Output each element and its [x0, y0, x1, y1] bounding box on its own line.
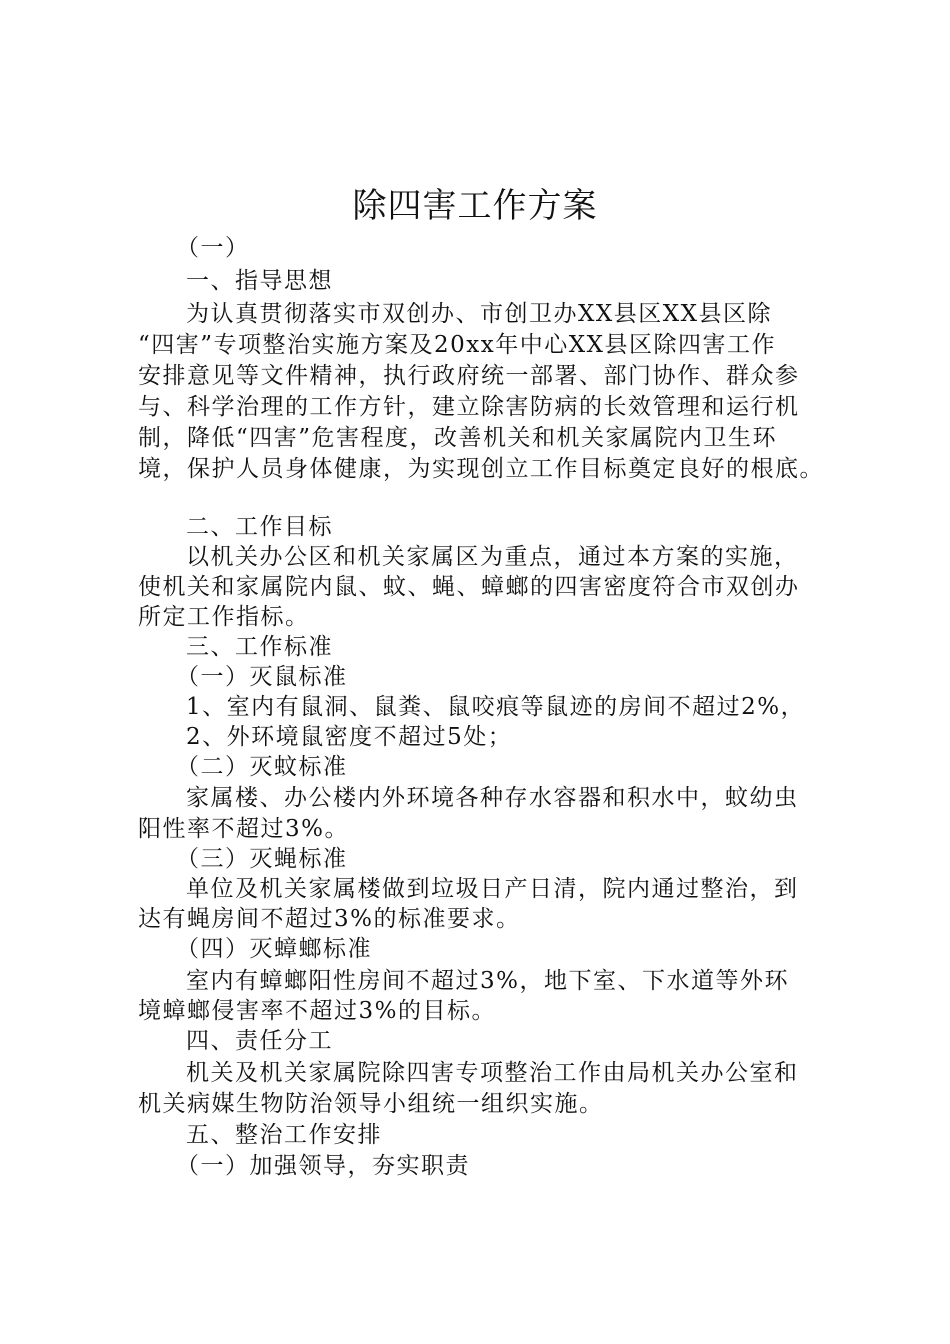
paragraph-line: “四害”专项整治实施方案及20xx年中心XX县区除四害工作 [138, 332, 776, 358]
paragraph-line: 与、科学治理的工作方针，建立除害防病的长效管理和运行机 [138, 394, 800, 420]
document-title: 除四害工作方案 [352, 186, 598, 226]
paragraph-line: 单位及机关家属楼做到垃圾日产日清，院内通过整治，到 [186, 876, 799, 902]
subheading-leadership: （一）加强领导，夯实职责 [176, 1153, 470, 1179]
heading-responsibility: 四、责任分工 [186, 1028, 333, 1054]
heading-work-standard: 三、工作标准 [186, 634, 333, 660]
paragraph-line: 达有蝇房间不超过3%的标准要求。 [138, 906, 521, 932]
paragraph-line: 室内有蟑螂阳性房间不超过3%，地下室、下水道等外环 [186, 968, 789, 994]
paragraph-line: 制，降低“四害”危害程度，改善机关和机关家属院内卫生环 [138, 425, 778, 451]
paragraph-line: 机关病媒生物防治领导小组统一组织实施。 [138, 1091, 604, 1117]
paragraph-line: 阳性率不超过3%。 [138, 816, 349, 842]
subheading-cockroach-standard: （四）灭蟑螂标准 [176, 936, 372, 962]
paragraph-line: 使机关和家属院内鼠、蚊、蝇、蟑螂的四害密度符合市双创办 [138, 574, 800, 600]
paragraph-line: 机关及机关家属院除四害专项整治工作由局机关办公室和 [186, 1060, 799, 1086]
paragraph-line: 为认真贯彻落实市双创办、市创卫办XX县区XX县区除 [186, 301, 772, 327]
paragraph-line: 所定工作指标。 [138, 604, 310, 630]
heading-work-arrangement: 五、整治工作安排 [186, 1122, 382, 1148]
paragraph-line: 境，保护人员身体健康，为实现创立工作目标奠定良好的根底。 [138, 456, 824, 482]
section-number: （一） [176, 235, 250, 261]
heading-guiding-ideology: 一、指导思想 [186, 268, 333, 294]
subheading-fly-standard: （三）灭蝇标准 [176, 846, 348, 872]
paragraph-line: 安排意见等文件精神，执行政府统一部署、部门协作、群众参 [138, 363, 800, 389]
paragraph-line: 家属楼、办公楼内外环境各种存水容器和积水中，蚊幼虫 [186, 785, 799, 811]
paragraph-line: 2、外环境鼠密度不超过5处； [186, 724, 513, 750]
subheading-mosquito-standard: （二）灭蚊标准 [176, 754, 348, 780]
paragraph-line: 1、室内有鼠洞、鼠粪、鼠咬痕等鼠迹的房间不超过2%， [186, 694, 806, 720]
heading-work-goal: 二、工作目标 [186, 514, 333, 540]
subheading-rodent-standard: （一）灭鼠标准 [176, 664, 348, 690]
paragraph-line: 境蟑螂侵害率不超过3%的目标。 [138, 998, 496, 1024]
paragraph-line: 以机关办公区和机关家属区为重点，通过本方案的实施， [186, 544, 799, 570]
